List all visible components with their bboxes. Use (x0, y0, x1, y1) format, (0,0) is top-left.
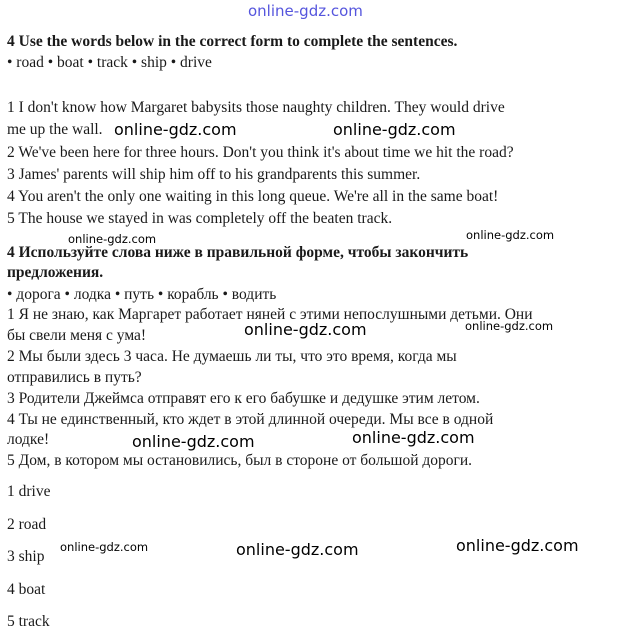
english-sentence: 2 We've been here for three hours. Don't you think it's about time we hit the road? (7, 144, 514, 161)
russian-sentence: бы свели меня с ума! (7, 327, 147, 344)
russian-sentence: 4 Ты не единственный, кто ждет в этой длинной очереди. Мы все в одной (7, 411, 494, 428)
watermark: online-gdz.com (333, 120, 456, 139)
russian-task-title: предложения. (7, 264, 104, 281)
header-watermark: online-gdz.com (248, 2, 363, 20)
russian-sentence: 3 Родители Джеймса отправят его к его бабушке и дедушке этим летом. (7, 390, 480, 407)
english-sentence: 3 James' parents will ship him off to his grandparents this summer. (7, 166, 421, 183)
watermark: online-gdz.com (244, 320, 367, 339)
answer-item: 1 drive (7, 483, 51, 500)
watermark: online-gdz.com (352, 428, 475, 447)
answer-item: 2 road (7, 516, 47, 533)
watermark: online-gdz.com (456, 536, 579, 555)
watermark: online-gdz.com (236, 540, 359, 559)
russian-sentence: 1 Я не знаю, как Маргарет работает няней с этими непослушными детьми. Они (7, 306, 533, 323)
russian-sentence: отправились в путь? (7, 369, 142, 386)
russian-sentence: лодке! (7, 431, 50, 448)
watermark: online-gdz.com (60, 540, 149, 554)
english-sentence: me up the wall. (7, 121, 103, 138)
english-sentence: 4 You aren't the only one waiting in this long queue. We're all in the same boat! (7, 188, 499, 205)
watermark: online-gdz.com (114, 120, 237, 139)
answer-item: 5 track (7, 613, 50, 630)
russian-task-title: 4 Используйте слова ниже в правильной форме, чтобы закончить (7, 244, 469, 261)
answer-item: 3 ship (7, 548, 45, 565)
watermark: online-gdz.com (465, 319, 554, 333)
russian-wordlist: • дорога • лодка • путь • корабль • водить (7, 286, 277, 303)
answer-item: 4 boat (7, 581, 46, 598)
english-sentence: 1 I don't know how Margaret babysits those naughty children. They would drive (7, 99, 505, 116)
watermark: online-gdz.com (132, 432, 255, 451)
english-wordlist: • road • boat • track • ship • drive (7, 54, 212, 71)
watermark: online-gdz.com (68, 232, 157, 246)
watermark: online-gdz.com (466, 228, 555, 242)
russian-sentence: 2 Мы были здесь 3 часа. Не думаешь ли ты, что это время, когда мы (7, 348, 457, 365)
russian-sentence: 5 Дом, в котором мы остановились, был в стороне от большой дороги. (7, 452, 473, 469)
english-sentence: 5 The house we stayed in was completely off the beaten track. (7, 210, 393, 227)
english-task-title: 4 Use the words below in the correct form to complete the sentences. (7, 33, 458, 50)
